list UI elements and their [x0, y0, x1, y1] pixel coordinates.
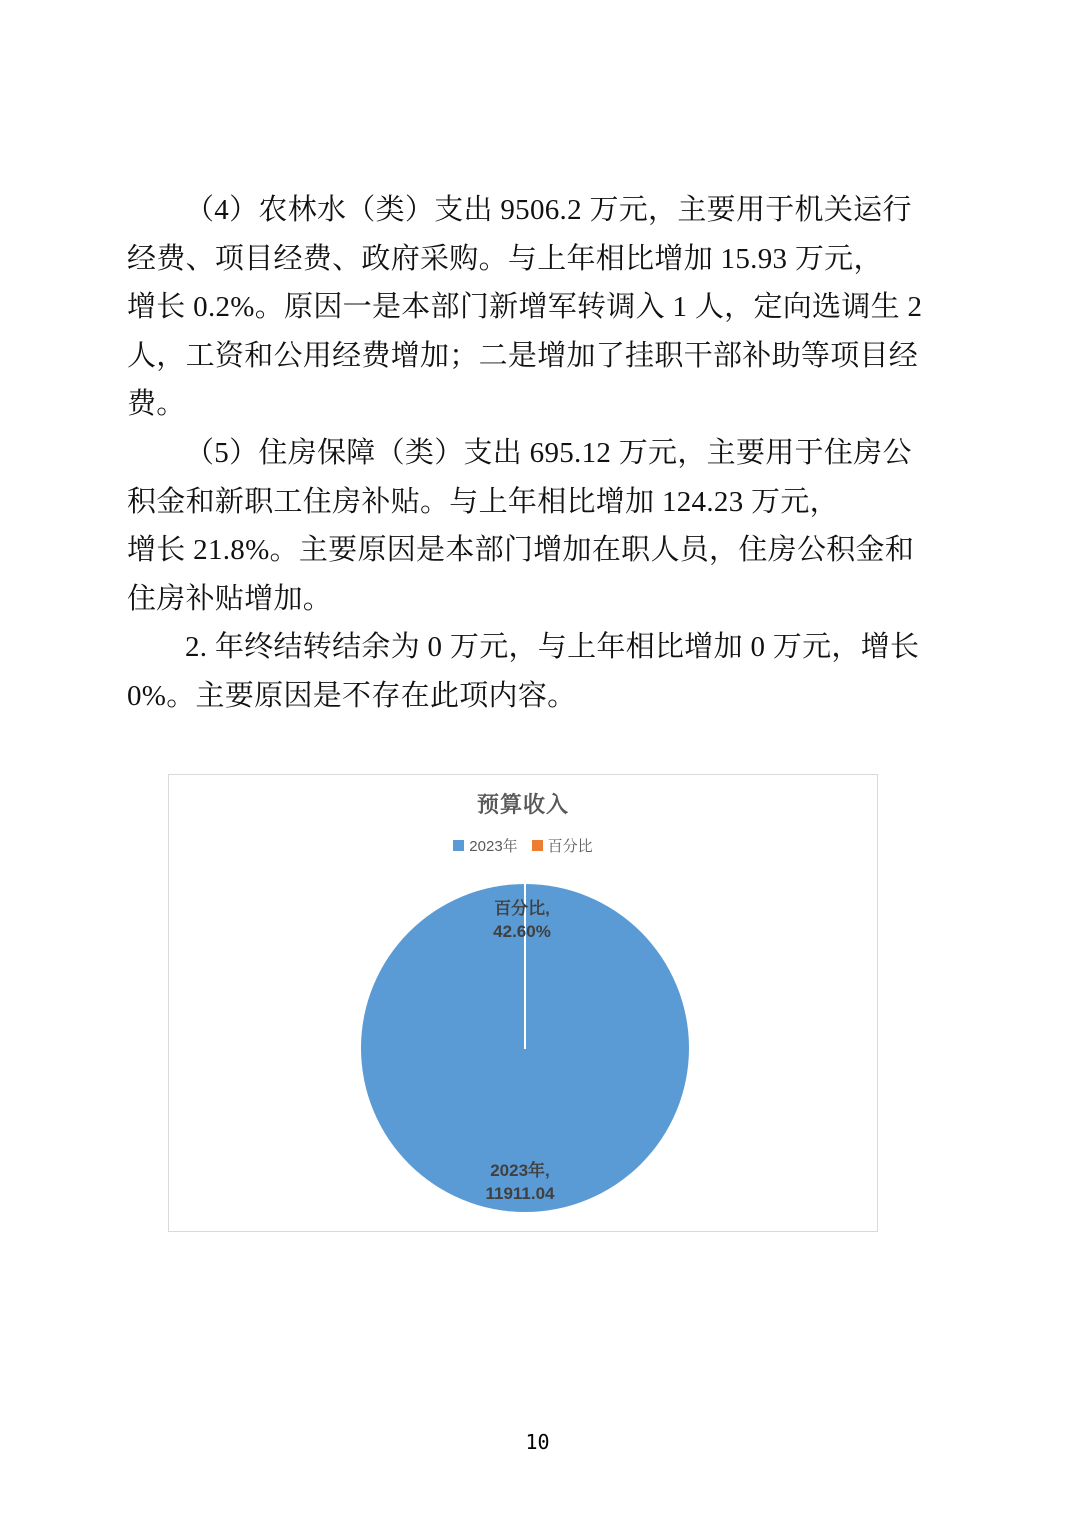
page-number: 10 — [525, 1430, 550, 1454]
legend-label-percent: 百分比 — [547, 838, 593, 855]
legend-swatch-blue-icon — [453, 840, 464, 851]
paragraph-5-line: 增长 21.8%。主要原因是本部门增加在职人员，住房公积金和 — [127, 534, 915, 567]
body-text — [127, 186, 937, 721]
paragraph-4-line: 费。 — [127, 388, 186, 421]
paragraph-2-line: 2. 年终结转结余为 0 万元，与上年相比增加 0 万元，增长 — [185, 631, 920, 664]
paragraph-4-line: 人，工资和公用经费增加；二是增加了挂职干部补助等项目经 — [127, 339, 919, 372]
chart-title: 预算收入 — [476, 792, 569, 817]
legend-item-percent — [532, 835, 593, 856]
pie-label-2023-value: 11911.04 — [485, 1184, 555, 1203]
pie-label-2023-name: 2023年, — [490, 1161, 550, 1180]
legend-item-2023 — [453, 835, 517, 856]
paragraph-5-line: 住房补贴增加。 — [127, 582, 333, 615]
paragraph-2-line: 0%。主要原因是不存在此项内容。 — [127, 679, 577, 712]
chart-legend — [169, 835, 877, 856]
pie-label-2023 — [430, 1159, 610, 1205]
paragraph-5-line: 积金和新职工住房补贴。与上年相比增加 124.23 万元， — [127, 485, 839, 518]
legend-label-2023: 2023年 — [469, 838, 518, 855]
paragraph-4-line: 增长 0.2%。原因一是本部门新增军转调入 1 人，定向选调生 2 — [127, 291, 923, 324]
pie-label-percent-value: 42.60% — [493, 922, 551, 941]
legend-swatch-orange-icon — [532, 840, 543, 851]
paragraph-4-line: （4）农林水（类）支出 9506.2 万元，主要用于机关运行 — [185, 194, 912, 226]
paragraph-5-line: （5）住房保障（类）支出 695.12 万元，主要用于住房公 — [185, 436, 912, 469]
pie-label-percent-name: 百分比, — [494, 899, 550, 918]
budget-income-chart — [168, 774, 878, 1232]
paragraph-4-line: 经费、项目经费、政府采购。与上年相比增加 15.93 万元， — [127, 242, 883, 275]
pie-label-percent — [432, 897, 612, 943]
